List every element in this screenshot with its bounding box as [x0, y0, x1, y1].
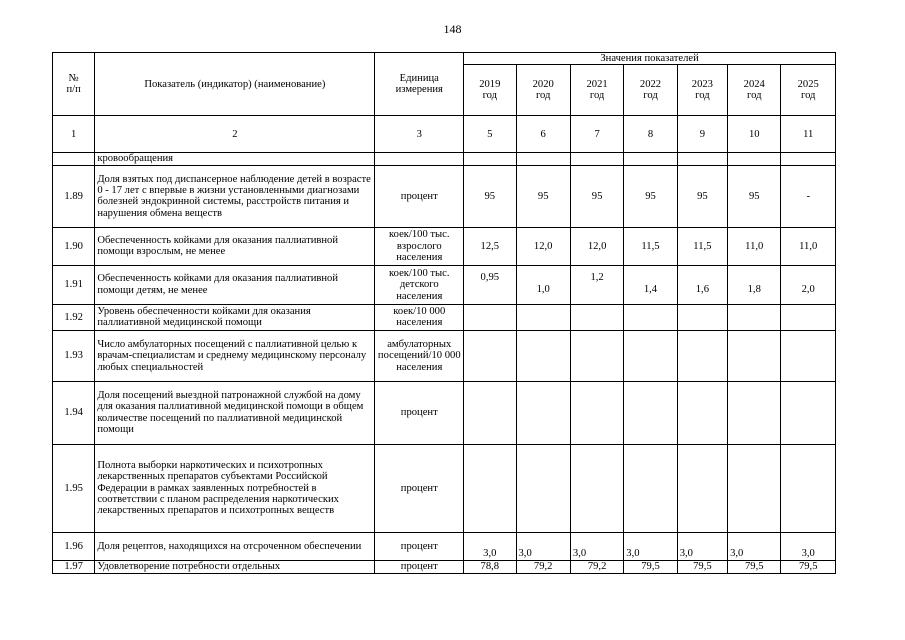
row-indicator: Доля посещений выездной патронажной службой на дому для оказания паллиативной медицинской помощи в общем количестве посещений по паллиативной медицинской помощи — [95, 381, 375, 444]
row-indicator: Обеспеченность койками для оказания паллиативной помощи взрослым, не менее — [95, 227, 375, 265]
column-number: 10 — [728, 116, 781, 153]
row-unit: процент — [375, 532, 464, 560]
row-indicator: Уровень обеспеченности койками для оказания паллиативной медицинской помощи — [95, 304, 375, 330]
row-indicator: Доля рецептов, находящихся на отсроченном обеспечении — [95, 532, 375, 560]
row-value: 3,0 — [677, 532, 727, 560]
row-number: 1.96 — [53, 532, 95, 560]
row-value: 79,2 — [570, 560, 623, 573]
table-row — [53, 265, 836, 304]
row-value: 11,5 — [677, 227, 727, 265]
row-indicator: Обеспеченность койками для оказания паллиативной помощи детям, не менее — [95, 265, 375, 304]
row-value: 11,5 — [624, 227, 677, 265]
cell-empty — [677, 153, 727, 165]
row-value: 3,0 — [516, 532, 570, 560]
header-year: 2024 год — [728, 65, 781, 116]
row-value — [781, 381, 836, 444]
row-value: 12,0 — [516, 227, 570, 265]
column-number: 6 — [516, 116, 570, 153]
row-indicator: Число амбулаторных посещений с паллиативной целью к врачам-специалистам и среднему медицинскому персоналу любых специальностей — [95, 330, 375, 381]
column-number: 2 — [95, 116, 375, 153]
row-value: 1,2 — [570, 265, 623, 304]
cell-empty — [728, 153, 781, 165]
row-value — [728, 304, 781, 330]
row-value: 3,0 — [728, 532, 781, 560]
row-unit: процент — [375, 381, 464, 444]
row-value — [624, 444, 677, 532]
cell-empty — [516, 153, 570, 165]
header-year: 2021 год — [570, 65, 623, 116]
row-value — [516, 444, 570, 532]
row-value: 1,0 — [516, 265, 570, 304]
cell-empty — [464, 153, 516, 165]
row-value: 95 — [570, 165, 623, 227]
row-unit: коек/10 000 населения — [375, 304, 464, 330]
row-value — [516, 330, 570, 381]
row-value: 95 — [728, 165, 781, 227]
row-value: 79,5 — [781, 560, 836, 573]
row-indicator: Удовлетворение потребности отдельных — [95, 560, 375, 573]
continuation-row — [53, 153, 836, 165]
cell-empty — [53, 153, 95, 165]
row-number: 1.89 — [53, 165, 95, 227]
table-row — [53, 227, 836, 265]
row-value — [781, 304, 836, 330]
continuation-text: кровообращения — [95, 153, 375, 165]
table-row — [53, 304, 836, 330]
row-value: 11,0 — [728, 227, 781, 265]
header-year: 2019 год — [464, 65, 516, 116]
header-indicator: Показатель (индикатор) (наименование) — [95, 53, 375, 116]
row-value — [677, 304, 727, 330]
row-value: 79,5 — [728, 560, 781, 573]
row-value — [677, 444, 727, 532]
row-number: 1.90 — [53, 227, 95, 265]
row-value: 3,0 — [464, 532, 516, 560]
row-value — [624, 330, 677, 381]
row-value — [728, 330, 781, 381]
column-number: 7 — [570, 116, 623, 153]
row-value — [781, 330, 836, 381]
indicators-table — [52, 52, 836, 574]
row-value: - — [781, 165, 836, 227]
row-value — [677, 330, 727, 381]
row-value: 78,8 — [464, 560, 516, 573]
row-value: 2,0 — [781, 265, 836, 304]
row-value: 0,95 — [464, 265, 516, 304]
row-value — [570, 381, 623, 444]
row-value: 12,5 — [464, 227, 516, 265]
row-value: 95 — [516, 165, 570, 227]
column-number: 9 — [677, 116, 727, 153]
row-number: 1.97 — [53, 560, 95, 573]
row-value: 1,8 — [728, 265, 781, 304]
row-value: 3,0 — [570, 532, 623, 560]
column-number: 8 — [624, 116, 677, 153]
row-number: 1.92 — [53, 304, 95, 330]
table-row — [53, 381, 836, 444]
header-unit: Единица измерения — [375, 53, 464, 116]
row-value: 79,5 — [677, 560, 727, 573]
row-value: 11,0 — [781, 227, 836, 265]
row-unit: коек/100 тыс. взрослого населения — [375, 227, 464, 265]
header-row-top — [53, 53, 836, 65]
row-value — [464, 381, 516, 444]
column-number: 3 — [375, 116, 464, 153]
row-value: 95 — [464, 165, 516, 227]
column-numbers-row — [53, 116, 836, 153]
table-row — [53, 330, 836, 381]
column-number: 5 — [464, 116, 516, 153]
row-number: 1.91 — [53, 265, 95, 304]
row-indicator: Полнота выборки наркотических и психотропных лекарственных препаратов субъектами Российской Федерации в рамках заявленных потребностей в соответствии с планом распределения наркотических лекарственных препаратов и психотропных веществ — [95, 444, 375, 532]
row-value: 79,5 — [624, 560, 677, 573]
row-unit: амбулаторных посещений/10 000 населения — [375, 330, 464, 381]
row-unit: процент — [375, 444, 464, 532]
row-indicator: Доля взятых под диспансерное наблюдение детей в возрасте 0 - 17 лет с впервые в жизни установленными диагнозами болезней эндокринной системы, расстройств питания и нарушения обмена веществ — [95, 165, 375, 227]
header-year: 2023 год — [677, 65, 727, 116]
table-row — [53, 165, 836, 227]
row-unit: процент — [375, 165, 464, 227]
header-year: 2020 год — [516, 65, 570, 116]
row-number: 1.93 — [53, 330, 95, 381]
row-value: 1,6 — [677, 265, 727, 304]
column-number: 1 — [53, 116, 95, 153]
row-value: 79,2 — [516, 560, 570, 573]
row-value — [570, 444, 623, 532]
cell-empty — [375, 153, 464, 165]
row-value — [516, 304, 570, 330]
cell-empty — [781, 153, 836, 165]
row-value — [570, 330, 623, 381]
row-value — [677, 381, 727, 444]
row-value — [464, 330, 516, 381]
row-value: 1,4 — [624, 265, 677, 304]
row-number: 1.95 — [53, 444, 95, 532]
row-value: 3,0 — [624, 532, 677, 560]
page-number: 148 — [443, 22, 462, 36]
header-year: 2025 год — [781, 65, 836, 116]
row-value — [624, 304, 677, 330]
row-value — [464, 304, 516, 330]
column-number: 11 — [781, 116, 836, 153]
table-row — [53, 560, 836, 573]
row-value — [624, 381, 677, 444]
row-value — [516, 381, 570, 444]
row-value — [728, 444, 781, 532]
row-value: 95 — [677, 165, 727, 227]
row-value — [728, 381, 781, 444]
row-value: 12,0 — [570, 227, 623, 265]
row-value — [781, 444, 836, 532]
row-unit: процент — [375, 560, 464, 573]
table-row — [53, 444, 836, 532]
header-no: № п/п — [53, 53, 95, 116]
header-year: 2022 год — [624, 65, 677, 116]
row-value: 95 — [624, 165, 677, 227]
cell-empty — [570, 153, 623, 165]
row-number: 1.94 — [53, 381, 95, 444]
row-unit: коек/100 тыс. детского населения — [375, 265, 464, 304]
cell-empty — [624, 153, 677, 165]
row-value — [464, 444, 516, 532]
row-value: 3,0 — [781, 532, 836, 560]
header-values: Значения показателей — [464, 53, 836, 65]
table-row — [53, 532, 836, 560]
row-value — [570, 304, 623, 330]
